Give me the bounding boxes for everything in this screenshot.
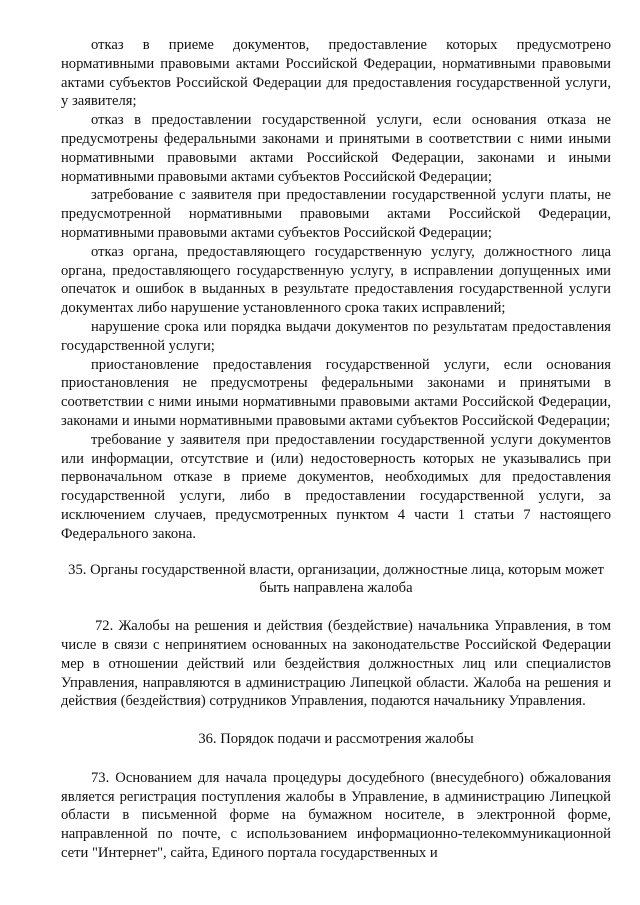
paragraph-refusal-documents: отказ в приеме документов, предоставление которых предусмотрено нормативными правовыми актами Российской Федерации, нормативными правовыми актами субъектов Российской Федерации для предоставления государственной услуги, у заявителя; xyxy=(61,37,611,110)
paragraph-suspension: приостановление предоставления государственной услуги, если основания приостановления не предусмотрены федеральными законами и принятыми в соответствии с ними иными нормативными правовыми актами Российской Федерации, законами и иными нормативными правовыми актами субъектов Российской Федерации; xyxy=(61,356,611,429)
paragraph-fee-demand: затребование с заявителя при предоставлении государственной услуги платы, не предусмотренной нормативными правовыми актами Российской Федерации, нормативными правовыми актами субъектов Российской Федерации; xyxy=(61,187,611,241)
paragraph-correction-refusal: отказ органа, предоставляющего государственную услугу, должностного лица органа, предоставляющего государственную услугу, в исправлении допущенных ими опечаток и ошибок в выданных в результате предоставления государственной услуги документах либо нарушение установленного срока таких исправлений; xyxy=(61,243,611,317)
paragraph-extra-documents: требование у заявителя при предоставлении государственной услуги документов или информации, отсутствие и (или) недостоверность которых не указывались при первоначальном отказе в приеме документов, необходимых для предоставления государственной услуги, либо в предоставлении государственной услуги, за исключением случаев, предусмотренных пунктом 4 части 1 статьи 7 настоящего Федерального закона. xyxy=(61,431,611,542)
paragraph-72: 72. Жалобы на решения и действия (бездействие) начальника Управления, в том числе в связи с непринятием основанных на законодательстве Российской Федерации мер в отношении действий или бездействия должностных лиц или специалистов Управления, направляются в администрацию Липецкой области. Жалоба на решения и действия (бездействия) сотрудников Управления, подаются начальнику Управления. xyxy=(61,618,611,710)
section-heading-36: 36. Порядок подачи и рассмотрения жалобы xyxy=(198,731,474,748)
document-page xyxy=(61,36,611,863)
section-heading-35: 35. Органы государственной власти, организации, должностные лица, которым может быть направлена жалоба xyxy=(68,561,604,597)
paragraph-deadline-violation: нарушение срока или порядка выдачи документов по результатам предоставления государственной услуги; xyxy=(61,318,611,354)
paragraph-refusal-service: отказ в предоставлении государственной услуги, если основания отказа не предусмотрены федеральными законами и принятыми в соответствии с ними иными нормативными правовыми актами Российской Федерации, законами и иными нормативными правовыми актами субъектов Российской Федерации; xyxy=(61,112,611,185)
paragraph-73: 73. Основанием для начала процедуры досудебного (внесудебного) обжалования является регистрация поступления жалобы в Управление, в администрацию Липецкой области в письменной форме на бумажном носителе, в электронной форме, направленной по почте, с использованием информационно-телекоммуникационной сети "Интернет", сайта, Единого портала государственных и xyxy=(61,769,611,862)
